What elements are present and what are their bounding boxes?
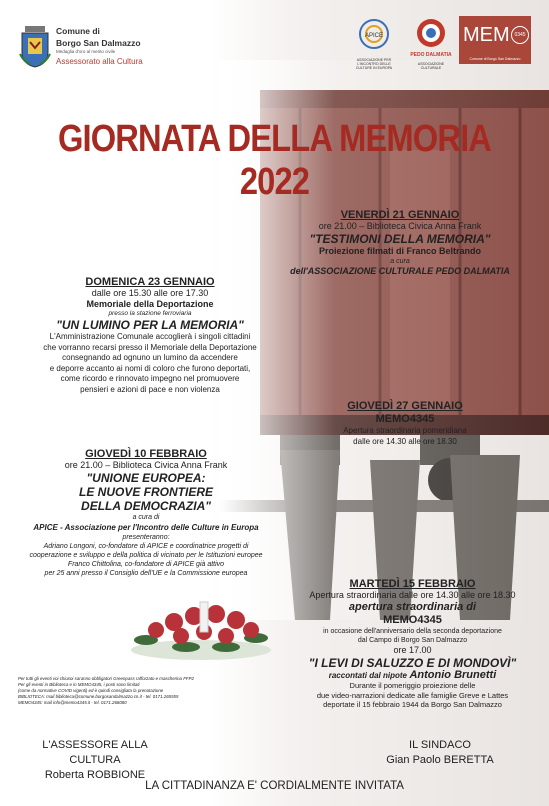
event-desc: pensieri e azioni di pace e non violenza <box>80 384 220 394</box>
comune-name: Borgo San Dalmazzo <box>56 38 141 48</box>
event-day: DOMENICA 23 GENNAIO <box>85 276 215 288</box>
event-desc: come ricordo e rinnovato impegno nel promuovere <box>60 374 240 383</box>
event-line: Apertura straordinaria dalle ore 14.30 alle ore 18.30 <box>309 590 516 600</box>
pedo-dalmatia-caption: ASSOCIAZIONE CULTURALE <box>417 62 445 70</box>
event-title: DELLA DEMOCRAZIA" <box>81 499 211 513</box>
footnote-line: (come da normative COVID vigenti) ed è quindi consigliata la prenotazione <box>18 688 164 693</box>
event-by-name: Antonio Brunetti <box>409 669 497 681</box>
signature-assessore <box>30 738 160 783</box>
comune-medal: Medaglia d'oro al merito civile <box>56 49 116 54</box>
event-time: ore 17.00 <box>393 645 432 655</box>
event-speaker: per 25 anni presso il Consiglio dell'UE e la Commissione europea <box>44 570 248 577</box>
event-title: "I LEVI DI SALUZZO E DI MONDOVÌ" <box>308 656 517 670</box>
event-place-note: presso la stazione ferroviaria <box>108 310 192 317</box>
event-line: apertura straordinaria di <box>348 601 477 613</box>
event-jan27 <box>295 400 515 447</box>
footnote-line: Per tutti gli eventi voi chiusoi saranno obbligatori Greenpass rafforzato e mascherina FFP2 <box>18 676 194 681</box>
event-time: dalle ore 15.30 alle ore 17.30 <box>91 288 209 298</box>
event-line: Apertura straordinaria pomeridiana <box>343 426 467 435</box>
event-line: in occasione dell'anniversario della seconda deportazione <box>323 628 502 635</box>
event-day: GIOVEDÌ 27 GENNAIO <box>347 400 463 412</box>
event-desc: e deporre accanto ai nomi di coloro che furono deportati, <box>49 363 251 373</box>
event-desc: Durante il pomeriggio proiezione delle <box>349 681 476 690</box>
event-subtitle: Proiezione filmati di Franco Beltrando <box>318 246 482 256</box>
event-day: VENERDÌ 21 GENNAIO <box>340 209 460 221</box>
event-jan21 <box>260 209 540 277</box>
partner-logos <box>349 14 539 74</box>
event-a-cura: a cura <box>390 258 410 265</box>
event-by-prefix: raccontati dal nipote <box>328 671 407 680</box>
event-name: MEMO4345 <box>375 413 435 425</box>
pedo-dalmatia-logo <box>409 16 453 70</box>
event-name: MEMO4345 <box>383 614 442 626</box>
page-title: GIORNATA DELLA MEMORIA 2022 <box>57 118 492 203</box>
event-desc: L'Amministrazione Comunale accoglierà i singoli cittadini <box>49 332 251 341</box>
event-day: MARTEDÌ 15 FEBBRAIO <box>349 578 476 590</box>
footnote-line: BIBLIOTECA: mail biblioteca@comune.borgosandalmazzo.cn.it - tel. 0171.265555 <box>18 694 179 699</box>
event-place: Memoriale della Deportazione <box>86 299 214 309</box>
pedo-dalmatia-emblem-icon <box>409 16 453 52</box>
event-feb15 <box>285 578 540 710</box>
signature-role: IL SINDACO <box>409 739 471 751</box>
memo4345-logo <box>459 16 531 64</box>
comune-crest-icon <box>18 24 52 68</box>
apice-emblem-icon <box>349 16 399 56</box>
event-presenta: presenteranno: <box>122 534 170 541</box>
memo-logo-text: MEM <box>463 24 510 46</box>
event-time: ore 21.00 – Biblioteca Civica Anna Frank <box>318 221 482 231</box>
signature-name: Roberta ROBBIONE <box>44 769 146 781</box>
event-title: "TESTIMONI DELLA MEMORIA" <box>309 232 491 246</box>
event-speaker: Adriano Longoni, co-fondatore di APICE e coordinatrice progetti di <box>43 543 249 550</box>
covid-footnote <box>18 676 248 706</box>
invitation-line: LA CITTADINANZA E' CORDIALMENTE INVITATA <box>145 780 404 792</box>
event-line: dal Campo di Borgo San Dalmazzo <box>357 637 468 644</box>
assessorato-label: Assessorato alla Cultura <box>56 57 143 66</box>
event-organizer: dell'ASSOCIAZIONE CULTURALE PEDO DALMATIA <box>290 266 510 276</box>
event-desc: deportate il 15 febbraio 1944 da Borgo San Dalmazzo <box>323 700 502 709</box>
event-a-cura: a cura di <box>132 514 160 521</box>
comune-header <box>14 18 174 78</box>
apice-caption: ASSOCIAZIONE PER L'INCONTRO DELLE CULTURE IN EUROPA <box>355 58 393 70</box>
event-jan23 <box>10 276 290 395</box>
memo-logo-number: 0345 <box>511 26 529 44</box>
event-title: "UN LUMINO PER LA MEMORIA" <box>56 318 244 332</box>
footnote-line: MEMO4345: mail info@memo4345.it - tel. 0171.266080 <box>18 700 127 705</box>
signature-sindaco <box>370 738 510 768</box>
event-desc: consegnando ad ognuno un lumino da accendere <box>62 353 238 362</box>
event-line: dalle ore 14.30 alle ore 18.30 <box>353 436 457 446</box>
footnote-line: Per gli eventi in Biblioteca e in MEMO4345, i posti sono limitati <box>18 682 140 687</box>
pedo-dalmatia-name: PEDO DALMATIA <box>410 52 452 58</box>
memo-logo-caption: Comune di Borgo San Dalmazzo <box>469 57 521 61</box>
event-desc: due video-narrazioni dedicate alle famiglie Greve e Lattes <box>316 690 509 700</box>
event-title: LE NUOVE FRONTIERE <box>78 485 213 499</box>
event-organizer: APICE - Associazione per l'Incontro delle Culture in Europa <box>33 523 259 532</box>
event-desc: che vorranno recarsi presso il Memoriale della Deportazione <box>43 342 257 352</box>
event-day: GIOVEDÌ 10 FEBBRAIO <box>85 448 207 460</box>
signature-name: Gian Paolo BERETTA <box>386 754 494 766</box>
svg-text:APICE: APICE <box>364 33 384 39</box>
signature-role: L'ASSESSORE ALLA CULTURA <box>42 739 148 766</box>
event-time: ore 21.00 – Biblioteca Civica Anna Frank <box>64 460 228 470</box>
event-feb10 <box>6 448 286 578</box>
event-by <box>285 670 540 681</box>
apice-logo <box>349 16 399 70</box>
comune-title: Comune di <box>56 26 100 36</box>
event-title: "UNIONE EUROPEA: <box>86 471 206 485</box>
flower-wreath-image <box>126 592 276 662</box>
event-speaker: Franco Chittolina, co-fondatore di APICE già attivo <box>67 561 225 568</box>
event-speaker: cooperazione e sviluppo e della politica di vicinato per le Istituzioni europee <box>29 552 263 559</box>
